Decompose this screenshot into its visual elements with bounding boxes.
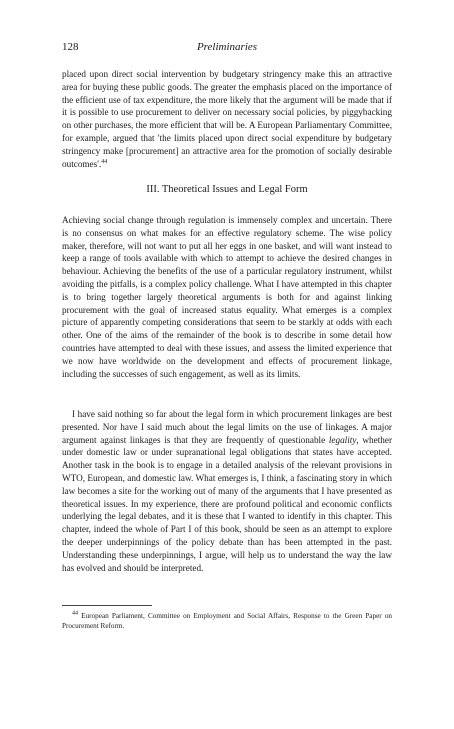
legal-form-text-end: , whether under domestic law or under supranational legal obligations that states have accepted. Another task in the book is to engage in a detailed analysis of the relevant provisions in WTO, European, and domestic law. What emerges is, I think, a fascinating story in which law becomes a site for the working out of many of the arguments that I have presented as theoretical issues. In my experience, there are profound political and economic conflicts underlying the legal debates, and it is these that I wanted to identify in this chapter. This chapter, indeed the whole of Part I of this book, should be seen as an attempt to explore the deeper underpinnings of the policy debate than has been attempted in the past. Understanding these underpinnings, I argue, will help us to understand the way the law has evolved and should be interpreted. (62, 434, 392, 573)
footnote-text: European Parliament, Committee on Employment and Social Affairs, Response to the Green Paper on Procurement Reform. (62, 612, 393, 630)
page-number: 128 (62, 41, 79, 53)
opening-paragraph-block (62, 68, 392, 170)
theoretical-issues-paragraph: Achieving social change through regulation is immensely complex and uncertain. There is no consensus on what makes for an effective regulatory scheme. The wise policy maker, therefore, will not want to put all her eggs in one basket, and will want instead to keep a range of tools available with which to attempt to achieve the desired changes in behaviour. Achieving the benefits of the use of a particular regulatory instrument, whilst avoiding the pitfalls, is a complex policy challenge. What I have attempted in this chapter is to bring together largely theoretical arguments is both for and against linking procurement with the goal of increased status equality. What emerges is a complex picture of apparently competing considerations that seem to be starkly at odds with each other. One of the aims of the remainder of the book is to describe in some detail how countries have attempted to deal with these issues, and assess the limited experience that we now have worldwide on the development and effects of procurement linkage, including the successes of such engagement, as well as its limits. (62, 215, 392, 379)
footnote-divider (62, 605, 152, 606)
opening-paragraph (62, 68, 392, 170)
opening-paragraph-text: placed upon direct social intervention by budgetary stringency make this an attractive area for buying these public goods. The greater the emphasis placed on the importance of the efficient use of tax expenditure, the more likely that the argument will be made that if it is possible to use procurement to deliver on necessary social policies, by piggybacking on other purchases, the more efficient that will be. A European Parliamentary Committee, for example, argued that 'the limits placed upon direct social expenditure by budgetary stringency make [procurement] an attractive area for the promotion of socially desirable outcomes'. (62, 69, 392, 169)
italic-term-legality: legality (328, 434, 357, 445)
running-head (62, 41, 392, 55)
running-title: Preliminaries (196, 41, 258, 53)
section-heading: III. Theoretical Issues and Legal Form (146, 184, 308, 195)
legal-form-paragraph-block (62, 408, 392, 574)
theoretical-issues-paragraph-block (62, 214, 392, 380)
legal-form-text-start: I have said nothing so far about the legal form in which procurement linkages are best presented. Nor have I said much about the legal limits on the use of linkages. A major argument against linkages is that they are frequently of questionable (62, 409, 392, 445)
footnote-reference: 44 (101, 158, 108, 165)
footnote-number: 44 (72, 610, 78, 617)
footnote-44 (62, 612, 392, 631)
legal-form-paragraph (62, 408, 392, 574)
